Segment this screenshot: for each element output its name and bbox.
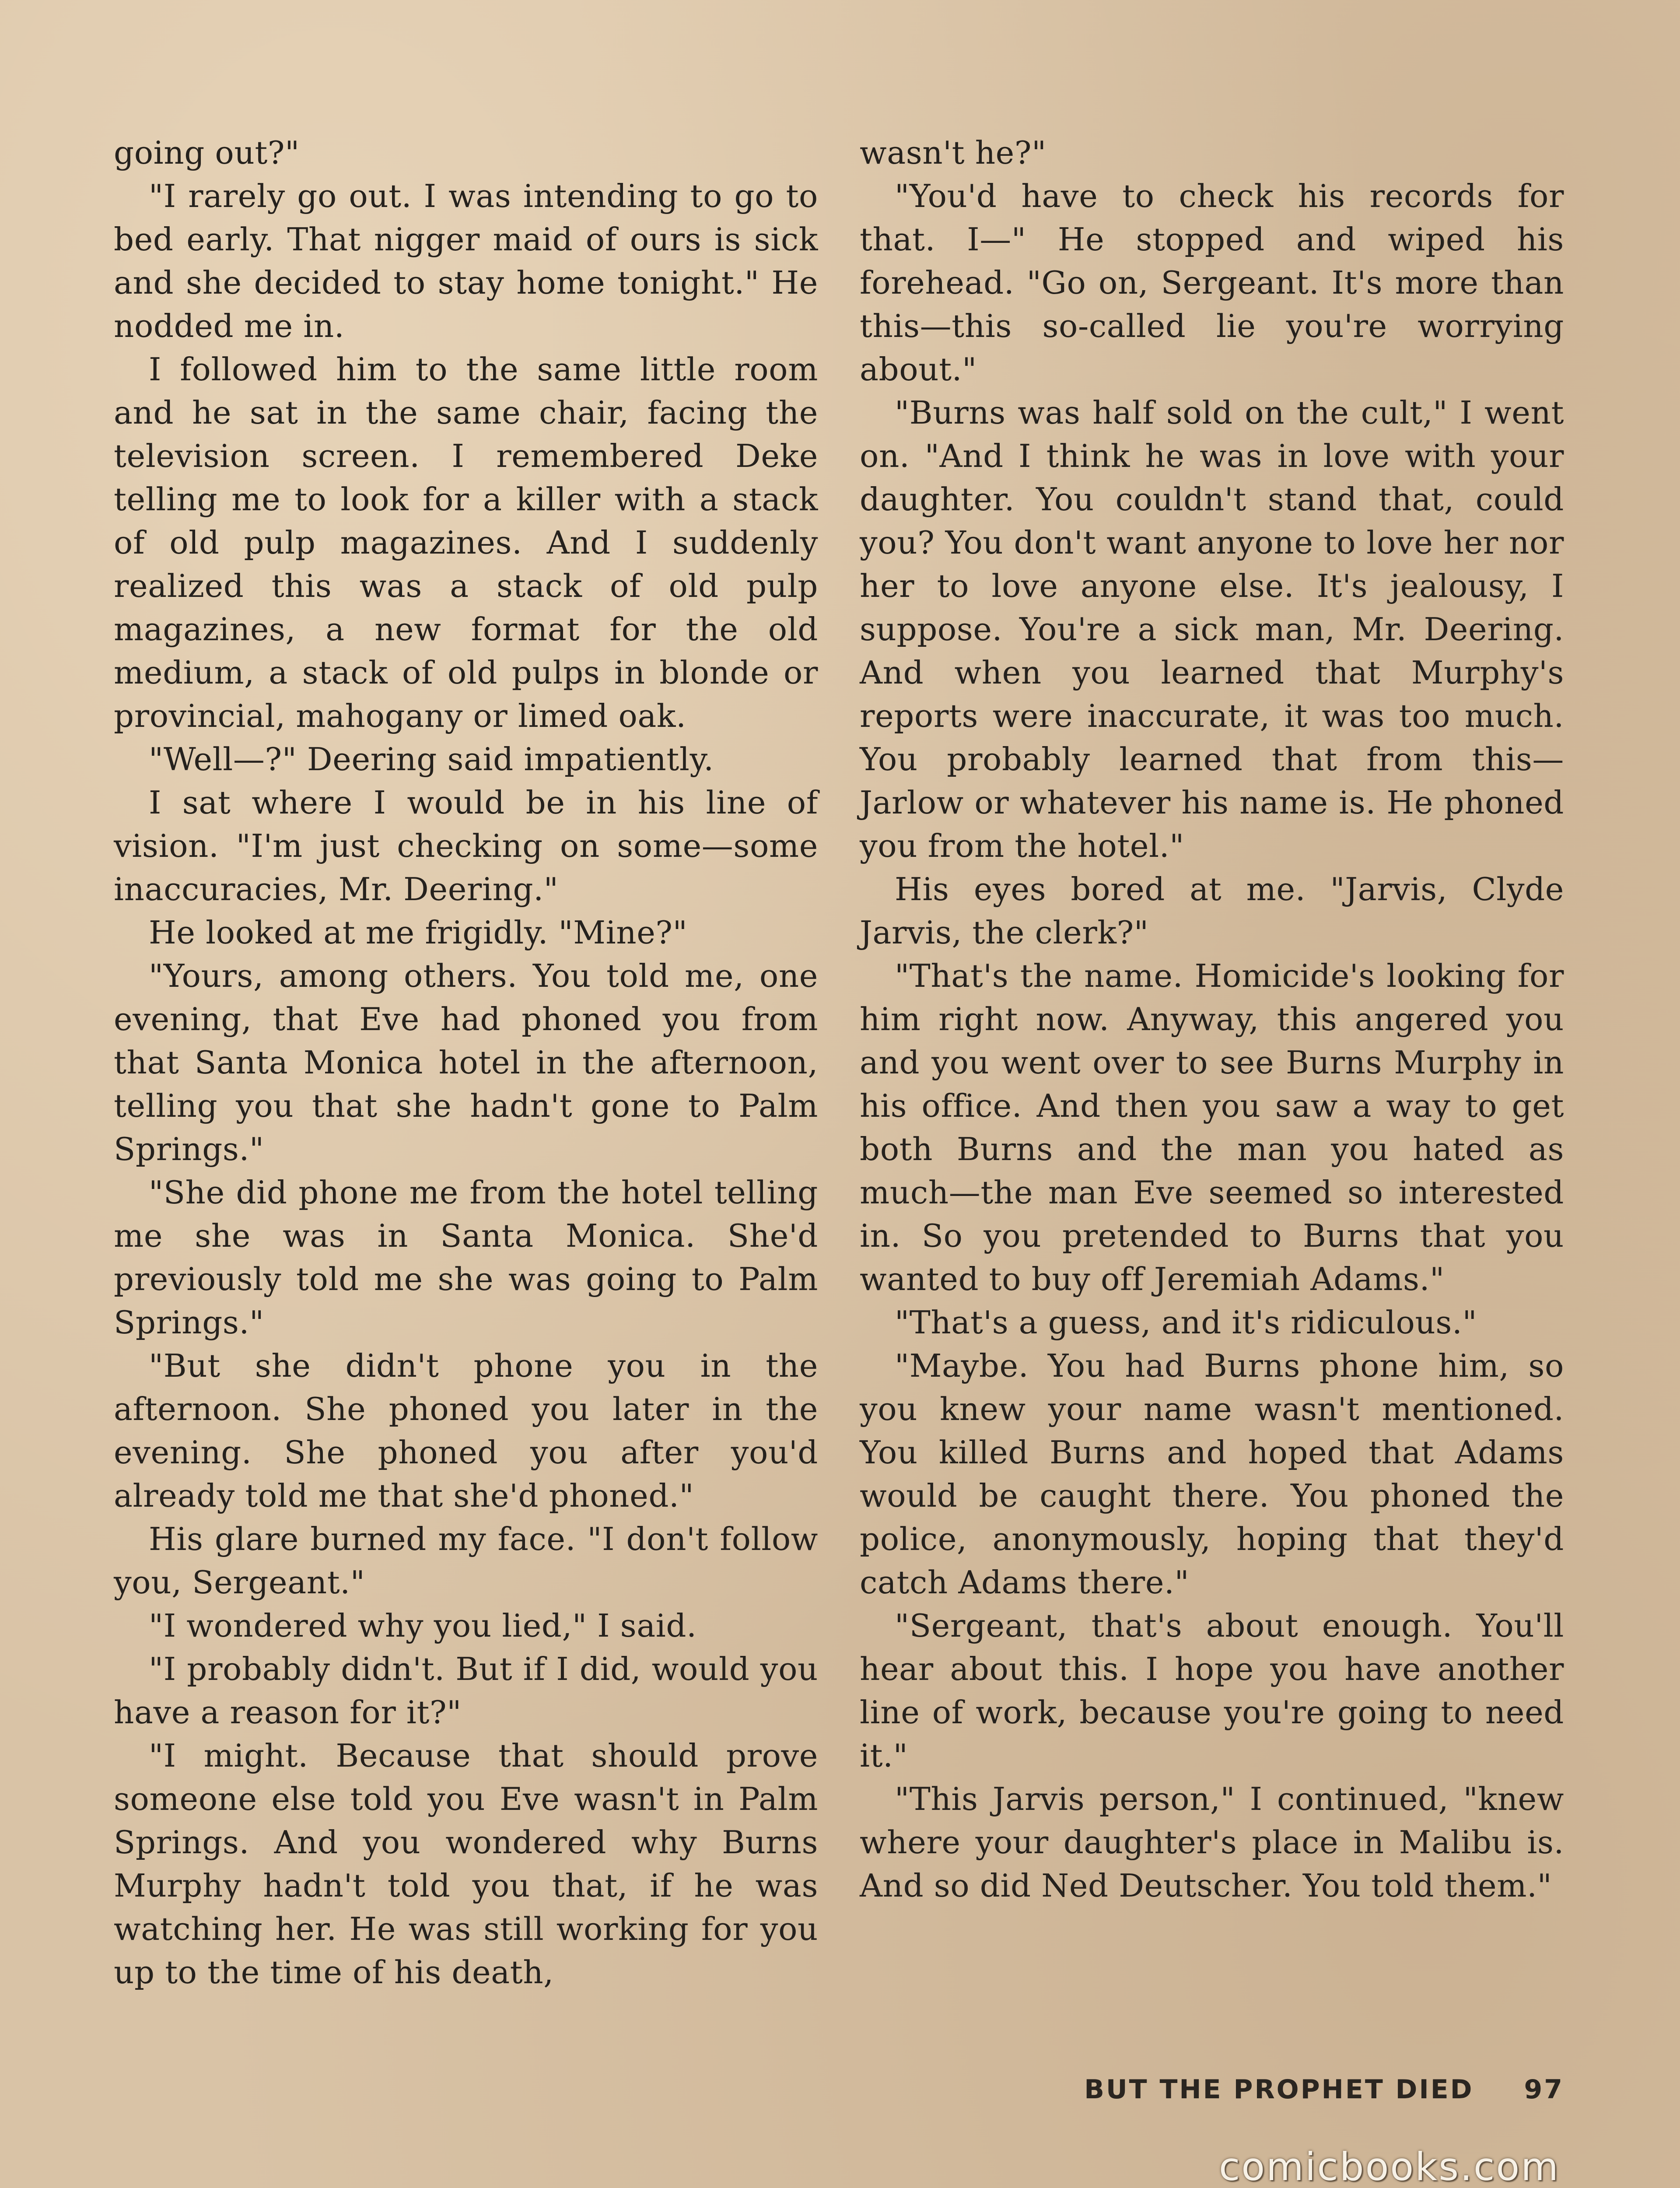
paragraph: "Burns was half sold on the cult," I went on. "And I think he was in love with your daughter. You couldn't stand that, could you? You don't want anyone to love her nor her to love anyone else. It's jealousy, I suppose. You're a sick man, Mr. Deering. And when you learned that Murphy's reports were inaccurate, it was too much. You probably learned that from this—Jarlow or whatever his name is. He phoned you from the hotel." bbox=[860, 394, 1564, 864]
paragraph: His eyes bored at me. "Jarvis, Clyde Jarvis, the clerk?" bbox=[860, 871, 1564, 951]
paragraph: "You'd have to check his records for that. I—" He stopped and wiped his forehead. "Go on, Sergeant. It's more than this—this so-called lie you're worrying about." bbox=[860, 178, 1564, 388]
paragraph: "But she didn't phone you in the afternoon. She phoned you later in the evening. She phoned you after you'd already told me that she'd phoned." bbox=[114, 1347, 818, 1514]
paragraph: He looked at me frigidly. "Mine?" bbox=[149, 914, 688, 951]
paragraph: "She did phone me from the hotel telling me she was in Santa Monica. She'd previously told me she was going to Palm Springs." bbox=[114, 1174, 818, 1341]
paragraph: His glare burned my face. "I don't follow you, Sergeant." bbox=[114, 1521, 818, 1601]
page-number: 97 bbox=[1524, 2074, 1564, 2105]
right-text-column bbox=[860, 131, 1564, 1907]
paragraph: "That's the name. Homicide's looking for him right now. Anyway, this angered you and you went over to see Burns Murphy in his office. And then you saw a way to get both Burns and the man you hated as much—the man Eve seemed so interested in. So you pretended to Burns that you wanted to buy off Jeremiah Adams." bbox=[860, 957, 1564, 1297]
paragraph: "Sergeant, that's about enough. You'll hear about this. I hope you have another line of work, because you're going to need it." bbox=[860, 1607, 1564, 1774]
paragraph: "Well—?" Deering said impatiently. bbox=[149, 741, 714, 778]
paragraph: "Maybe. You had Burns phone him, so you knew your name wasn't mentioned. You killed Burns and hoped that Adams would be caught there. You phoned the police, anonymously, hoping that they'd catch Adams there." bbox=[860, 1347, 1564, 1601]
paragraph: "I wondered why you lied," I said. bbox=[149, 1607, 697, 1644]
paragraph: going out?" bbox=[114, 134, 300, 171]
paragraph: "I rarely go out. I was intending to go to bed early. That nigger maid of ours is sick and she decided to stay home tonight." He nodded me in. bbox=[114, 178, 818, 344]
paragraph: "I might. Because that should prove someone else told you Eve wasn't in Palm Springs. And you wondered why Burns Murphy hadn't told you that, if he was watching her. He was still working for you up to the time of his death, bbox=[114, 1737, 818, 1991]
paragraph: I sat where I would be in his line of vision. "I'm just checking on some—some inaccuracies, Mr. Deering." bbox=[114, 784, 818, 908]
story-title: BUT THE PROPHET DIED bbox=[1084, 2074, 1474, 2105]
paragraph: "I probably didn't. But if I did, would you have a reason for it?" bbox=[114, 1651, 818, 1731]
paragraph: "Yours, among others. You told me, one evening, that Eve had phoned you from that Santa Monica hotel in the afternoon, telling you that she hadn't gone to Palm Springs." bbox=[114, 957, 818, 1168]
paragraph: wasn't he?" bbox=[860, 134, 1046, 171]
site-watermark: comicbooks.com bbox=[1218, 2144, 1560, 2188]
paragraph: "That's a guess, and it's ridiculous." bbox=[895, 1304, 1477, 1341]
paragraph: "This Jarvis person," I continued, "knew where your daughter's place in Malibu is. And so did Ned Deutscher. You told them." bbox=[860, 1781, 1564, 1904]
running-footer bbox=[1084, 2074, 1564, 2105]
left-text-column bbox=[114, 131, 818, 1994]
paragraph: I followed him to the same little room and he sat in the same chair, facing the television screen. I remembered Deke telling me to look for a killer with a stack of old pulp magazines. And I suddenly realized this was a stack of old pulp magazines, a new format for the old medium, a stack of old pulps in blonde or provincial, mahogany or limed oak. bbox=[114, 351, 818, 734]
